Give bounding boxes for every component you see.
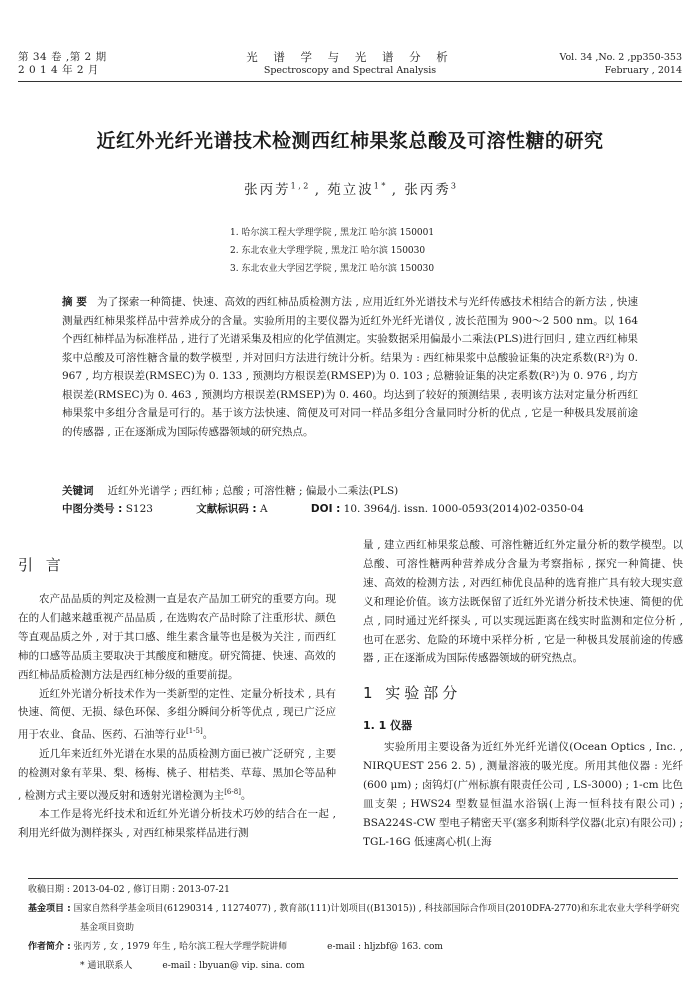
- affiliation-item: 1. 哈尔滨工程大学理学院 , 黑龙江 哈尔滨 150001: [230, 228, 435, 238]
- intro-paragraph: 近几年来近红外光谱在水果的品质检测方面已被广泛研究 , 主要的检测对象有苹果、梨、杨梅、桃子、柑桔类、草莓、黑加仑等品种 , 检测方式主要以漫反射和透射光谱检测为主[6-8]。: [18, 747, 336, 802]
- doc-code-value: A: [259, 503, 268, 515]
- keywords-label: 关键词: [62, 485, 94, 497]
- abstract-text: 为了探索一种简捷、快速、高效的西红柿品质检测方法 , 应用近红外光谱技术与光纤传感技术相结合的新方法 , 快速测量西红柿果浆样品中营养成分的含量。实验所用的主要仪器为近红外光纤光谱仪 , 波长范围为 900～2 500 nm。以 164 个西红柿样品为标准样品 , 进行了光谱采集及相应的化学值测定。实验数据采用偏最小二乘法(PLS)进行回归 , 建立西红柿果浆中总酸及可溶性糖含量的数学模型 , 并对回归方法进行统计分析。结果为 : 西红柿果浆中总酸验证集的决定系数(R²)为 0. 967 , 均方根误差(RMSEC)为 0. 133 , 预测均方根误差(RMSEP)为 0. 103 ; 总糖验证集的决定系数(R²)为 0. 976 , 均方根误差(RMSEC)为 0. 463 , 预测均方根误差(RMSEP)为 0. 460。均达到了较好的预测结果 , 表明该方法对定量分析西红柿果浆中多组分含量是可行的。基于该方法快速、简便及可对同一样品多组分含量同时分析的优点 , 它是一种极具发展前途的传感器 , 正在逐渐成为国际传感器领域的研究热点。: [62, 296, 638, 438]
- journal-name-en: Spectroscopy and Spectral Analysis: [263, 65, 437, 76]
- affiliation-item: 3. 东北农业大学园艺学院 , 黑龙江 哈尔滨 150030: [230, 264, 435, 274]
- doc-code-label: 文献标识码 :: [196, 503, 257, 515]
- intro-heading: 引 言: [18, 556, 65, 574]
- author-separator: ,: [391, 182, 399, 198]
- intro-paragraph-text: 近几年来近红外光谱在水果的品质检测方面已被广泛研究 , 主要的检测对象有苹果、梨、杨梅、桃子、柑桔类、草莓、黑加仑等品种 , 检测方式主要以漫反射和透射光谱检测为主: [18, 747, 336, 802]
- classification-line: [62, 500, 662, 519]
- author-bio-text: 张丙芳 , 女 , 1979 年生 , 哈尔滨工程大学理学院讲师: [73, 942, 288, 952]
- citation-ref: [6-8]: [224, 787, 241, 796]
- abstract: [62, 293, 638, 441]
- footnotes: [28, 881, 688, 976]
- instrument-paragraph: 实验所用主要设备为近红外光纤光谱仪(Ocean Optics , Inc. , NIRQUEST 256 2. 5) , 测量溶液的吸光度。所用其他仪器 : 光纤(600 μm) ; 卤钨灯(广州标旗有限责任公司 , LS-3000) ; 1-cm 比色皿支架 ; HWS24 型数显恒温水浴锅(上海一恒科技有限公司) ; BSA224S-CW 型电子精密天平(塞多利斯科学仪器(北京)有限公司) ; TGL-16G 低速离心机(上海: [363, 741, 683, 848]
- intro-body: [18, 590, 336, 843]
- intro-paragraph: 本工作是将光纤技术和近红外光谱分析技术巧妙的结合在一起 , 利用光纤做为测样探头 , 对西红柿果浆样品进行测: [18, 807, 336, 839]
- journal-volume-en: [559, 51, 682, 77]
- correspondence: [28, 957, 688, 976]
- intro-paragraph-text: 近红外光谱分析技术作为一类新型的定性、定量分析技术 , 具有快速、简便、无损、绿色环保、多组分瞬间分析等优点 , 现已广泛应用于农业、食品、医药、石油等行业: [18, 687, 336, 741]
- author-separator: ,: [314, 182, 321, 198]
- doi-label: DOI :: [310, 503, 341, 515]
- issue-date: 2 0 1 4 年 2 月: [18, 64, 99, 76]
- funding-text: 国家自然科学基金项目(61290314 , 11274077) , 教育部(111)计划项目((B13015)) , 科技部国际合作项目(2010DFA-2770)和东北农业大学科学研究基金项目资助: [73, 904, 680, 933]
- header-rule: [18, 81, 682, 82]
- funding: [28, 900, 688, 938]
- subsection-heading: 1. 1 仪器: [363, 719, 413, 733]
- author-name: 苑立波: [327, 182, 374, 198]
- affiliations: [230, 224, 434, 278]
- keywords: [62, 482, 662, 501]
- journal-volume-issue: [18, 51, 107, 77]
- right-column: [363, 536, 683, 852]
- citation-ref: [1-5]: [186, 727, 203, 736]
- clc-value: S123: [125, 503, 153, 515]
- author-name: 张丙芳: [244, 182, 291, 198]
- author-name: 张丙秀: [404, 182, 451, 198]
- author-superscript: 3: [450, 181, 456, 191]
- paper-title: 近红外光纤光谱技术检测西红柿果浆总酸及可溶性糖的研究: [96, 130, 604, 152]
- intro-paragraph: 农产品品质的判定及检测一直是农产品加工研究的重要方向。现在的人们越来越重视产品品质 , 在选购农产品时除了注重形状、颜色等直观品质之外 , 对于其口感、维生素含量等也是极为关注 , 而西红柿的口感等品质主要取决于其酸度和糖度。研究简捷、快速、高效的西红柿品质检测方法是西红柿分级的重要前提。: [18, 593, 336, 681]
- author-bio-label: 作者简介 :: [28, 942, 71, 952]
- author-email: e-mail : hljzbf@ 163. com: [327, 942, 443, 952]
- intro-continuation: 量 , 建立西红柿果浆总酸、可溶性糖近红外定量分析的数学模型。以总酸、可溶性糖两种营养成分含量为考察指标 , 探究一种简捷、快速、高效的检测方法 , 对西红柿优良品种的选育推广具有较大现实意义和理论价值。该方法既保留了近红外光谱分析技术快速、简便的优点 , 同时通过光纤探头 , 可以实现远距离在线实时监测和定位分析 , 也可在恶劣、危险的环境中采样分析 , 它是一种极具发展前途的传感器 , 正在逐渐成为国际传感器领域的研究热点。: [363, 539, 683, 665]
- corr-email: e-mail : lbyuan@ vip. sina. com: [162, 961, 305, 971]
- keywords-text: 近红外光谱学 ; 西红柿 ; 总酸 ; 可溶性糖 ; 偏最小二乘法(PLS): [107, 485, 399, 497]
- author-superscript: 1 , 2: [290, 181, 309, 191]
- issue-date-en: February , 2014: [604, 65, 682, 76]
- section-heading: 1 实验部分: [363, 684, 462, 703]
- author-bio: [28, 938, 688, 957]
- journal-name: [200, 51, 500, 77]
- doi-value: 10. 3964/j. issn. 1000-0593(2014)02-0350-04: [343, 503, 584, 515]
- received-date: 收稿日期 : 2013-04-02 , 修订日期 : 2013-07-21: [28, 885, 230, 895]
- author-list: [20, 178, 680, 198]
- abstract-label: 摘 要: [62, 296, 88, 308]
- affiliation-item: 2. 东北农业大学理学院 , 黑龙江 哈尔滨 150030: [230, 246, 426, 256]
- footnote-rule: [28, 878, 678, 879]
- volume-pages-en: Vol. 34 ,No. 2 ,pp350-353: [559, 52, 682, 63]
- journal-name-cn: 光 谱 学 与 光 谱 分 析: [246, 50, 454, 64]
- author-superscript: 1 *: [373, 181, 386, 191]
- volume-label: 第 34 卷 ,第 2 期: [18, 51, 107, 63]
- funding-label: 基金项目 :: [28, 904, 71, 914]
- corr-label: * 通讯联系人: [80, 961, 133, 971]
- clc-label: 中图分类号 :: [62, 503, 123, 515]
- intro-paragraph: 近红外光谱分析技术作为一类新型的定性、定量分析技术 , 具有快速、简便、无损、绿色环保、多组分瞬间分析等优点 , 现已广泛应用于农业、食品、医药、石油等行业[1-5]。: [18, 687, 336, 741]
